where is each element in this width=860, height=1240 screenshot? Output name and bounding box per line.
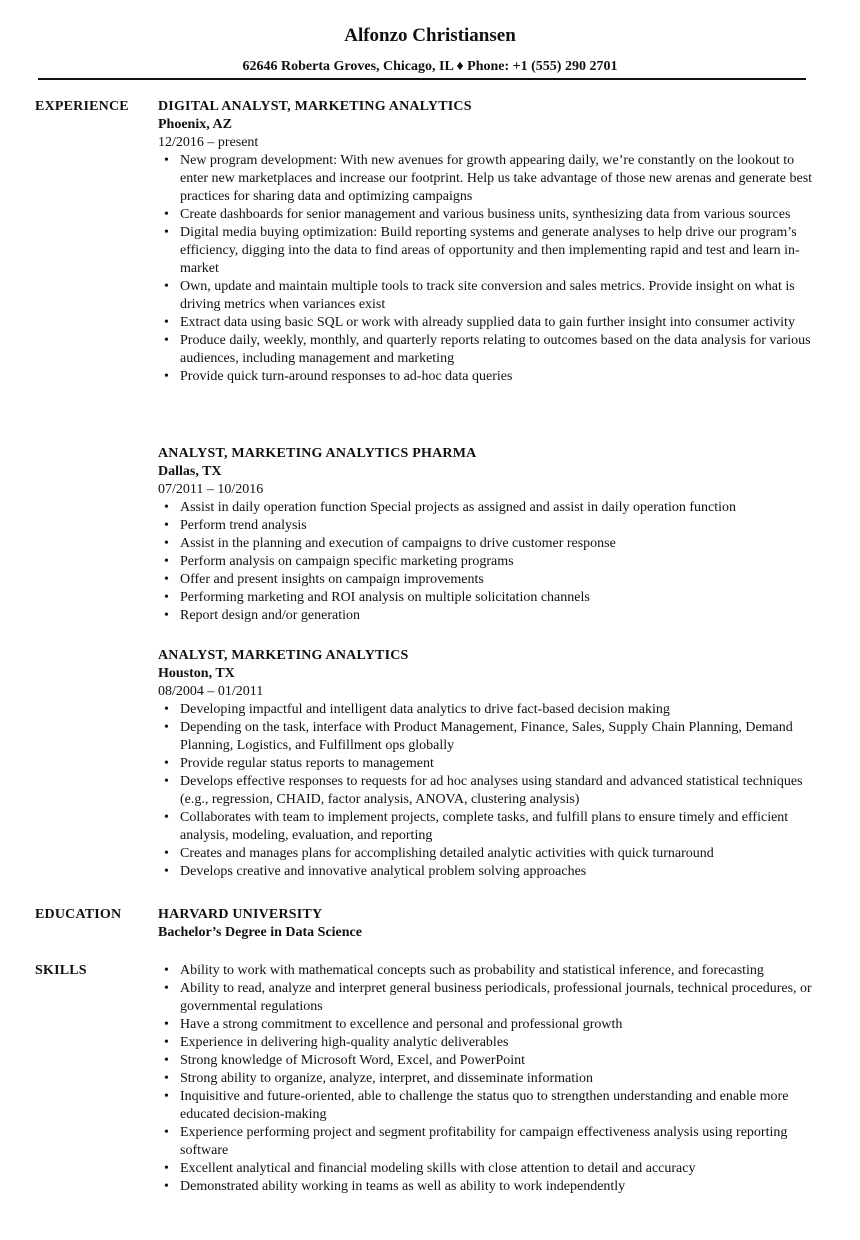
bullet-icon: • bbox=[164, 846, 169, 861]
list-item bbox=[158, 1160, 818, 1178]
list-item bbox=[158, 553, 818, 571]
bullet-icon: • bbox=[164, 315, 169, 330]
bullet-icon: • bbox=[164, 279, 169, 294]
section-label-experience: EXPERIENCE bbox=[35, 99, 129, 114]
list-item bbox=[158, 1070, 818, 1088]
bullet-text: Developing impactful and intelligent data analytics to drive fact-based decision making bbox=[180, 702, 670, 717]
bullet-icon: • bbox=[164, 1035, 169, 1050]
job-title: ANALYST, MARKETING ANALYTICS bbox=[158, 648, 409, 663]
job-title: ANALYST, MARKETING ANALYTICS PHARMA bbox=[158, 446, 477, 461]
list-item bbox=[158, 1088, 818, 1124]
list-item bbox=[158, 368, 818, 386]
skill-text: Strong ability to organize, analyze, interpret, and disseminate information bbox=[180, 1071, 594, 1086]
list-item bbox=[158, 962, 818, 980]
list-item bbox=[158, 1052, 818, 1070]
section-label-skills: SKILLS bbox=[35, 963, 87, 978]
bullet-text: Report design and/or generation bbox=[180, 608, 361, 623]
bullet-text: Extract data using basic SQL or work with already supplied data to gain further insight into consumer activity bbox=[180, 315, 795, 330]
bullet-text: Provide quick turn-around responses to ad-hoc data queries bbox=[180, 369, 513, 384]
bullet-text: Produce daily, weekly, monthly, and quarterly reports relating to outcomes based on the data analysis for various audiences, including management and marketing bbox=[180, 333, 811, 366]
list-item bbox=[158, 1178, 818, 1196]
skill-text: Experience performing project and segment profitability for campaign effectiveness analysis using reporting software bbox=[180, 1125, 788, 1158]
job-entry bbox=[158, 647, 818, 881]
job-dates: 07/2011 – 10/2016 bbox=[158, 482, 264, 497]
list-item bbox=[158, 773, 818, 809]
job-bullets bbox=[158, 152, 818, 386]
list-item bbox=[158, 517, 818, 535]
candidate-name: Alfonzo Christiansen bbox=[344, 25, 516, 46]
bullet-text: Provide regular status reports to management bbox=[180, 756, 434, 771]
list-item bbox=[158, 845, 818, 863]
bullet-icon: • bbox=[164, 225, 169, 240]
contact-line: 62646 Roberta Groves, Chicago, IL ♦ Phone: +1 (555) 290 2701 bbox=[242, 59, 618, 74]
bullet-icon: • bbox=[164, 590, 169, 605]
header-divider bbox=[38, 78, 806, 80]
list-item bbox=[158, 332, 818, 368]
bullet-icon: • bbox=[164, 153, 169, 168]
bullet-text: Develops creative and innovative analytical problem solving approaches bbox=[180, 864, 587, 879]
bullet-icon: • bbox=[164, 702, 169, 717]
bullet-icon: • bbox=[164, 1179, 169, 1194]
job-title: DIGITAL ANALYST, MARKETING ANALYTICS bbox=[158, 99, 472, 114]
list-item bbox=[158, 755, 818, 773]
bullet-icon: • bbox=[164, 1089, 169, 1104]
list-item bbox=[158, 980, 818, 1016]
skills-list bbox=[158, 962, 818, 1196]
skill-text: Ability to work with mathematical concepts such as probability and statistical inference, and forecasting bbox=[180, 963, 764, 978]
bullet-icon: • bbox=[164, 518, 169, 533]
list-item bbox=[158, 863, 818, 881]
degree: Bachelor’s Degree in Data Science bbox=[158, 925, 362, 940]
list-item bbox=[158, 607, 818, 625]
list-item bbox=[158, 701, 818, 719]
list-item bbox=[158, 278, 818, 314]
list-item bbox=[158, 571, 818, 589]
bullet-icon: • bbox=[164, 608, 169, 623]
job-bullets bbox=[158, 499, 818, 625]
job-dates: 12/2016 – present bbox=[158, 135, 259, 150]
list-item bbox=[158, 535, 818, 553]
skill-text: Demonstrated ability working in teams as well as ability to work independently bbox=[180, 1179, 626, 1194]
bullet-text: Collaborates with team to implement projects, complete tasks, and fulfill plans to ensure timely and efficient analysis, modeling, evaluation, and reporting bbox=[180, 810, 789, 843]
bullet-text: Offer and present insights on campaign improvements bbox=[180, 572, 484, 587]
bullet-icon: • bbox=[164, 572, 169, 587]
bullet-text: Digital media buying optimization: Build reporting systems and generate analyses to help drive our program’s efficiency, digging into the data to find areas of opportunity and then implementing rapid and test and learn in-market bbox=[180, 225, 800, 276]
bullet-text: Develops effective responses to requests for ad hoc analyses using standard and advanced statistical techniques (e.g., regression, CHAID, factor analysis, ANOVA, clustering analysis) bbox=[180, 774, 803, 807]
bullet-icon: • bbox=[164, 963, 169, 978]
job-bullets bbox=[158, 701, 818, 881]
bullet-icon: • bbox=[164, 810, 169, 825]
list-item bbox=[158, 1034, 818, 1052]
skill-text: Inquisitive and future-oriented, able to challenge the status quo to strengthen understanding and enable more educated decision-making bbox=[180, 1089, 789, 1122]
bullet-icon: • bbox=[164, 981, 169, 996]
bullet-icon: • bbox=[164, 1017, 169, 1032]
bullet-icon: • bbox=[164, 1053, 169, 1068]
skill-text: Excellent analytical and financial modeling skills with close attention to detail and accuracy bbox=[180, 1161, 696, 1176]
bullet-icon: • bbox=[164, 207, 169, 222]
school-name: HARVARD UNIVERSITY bbox=[158, 907, 323, 922]
list-item bbox=[158, 499, 818, 517]
bullet-icon: • bbox=[164, 1161, 169, 1176]
list-item bbox=[158, 589, 818, 607]
bullet-icon: • bbox=[164, 369, 169, 384]
list-item bbox=[158, 1016, 818, 1034]
skill-text: Strong knowledge of Microsoft Word, Excel, and PowerPoint bbox=[180, 1053, 526, 1068]
bullet-icon: • bbox=[164, 756, 169, 771]
bullet-text: Create dashboards for senior management and various business units, synthesizing data from various sources bbox=[180, 207, 791, 222]
bullet-text: Creates and manages plans for accomplishing detailed analytic activities with quick turnaround bbox=[180, 846, 714, 861]
list-item bbox=[158, 1124, 818, 1160]
job-location: Houston, TX bbox=[158, 666, 235, 681]
bullet-icon: • bbox=[164, 554, 169, 569]
bullet-text: Perform analysis on campaign specific marketing programs bbox=[180, 554, 514, 569]
skill-bullets bbox=[158, 962, 818, 1196]
bullet-text: Assist in daily operation function Special projects as assigned and assist in daily operation function bbox=[180, 500, 737, 515]
list-item bbox=[158, 314, 818, 332]
list-item bbox=[158, 152, 818, 206]
bullet-icon: • bbox=[164, 720, 169, 735]
bullet-icon: • bbox=[164, 333, 169, 348]
list-item bbox=[158, 224, 818, 278]
job-entry bbox=[158, 445, 818, 625]
job-dates: 08/2004 – 01/2011 bbox=[158, 684, 264, 699]
job-entry bbox=[158, 98, 818, 386]
job-location: Dallas, TX bbox=[158, 464, 222, 479]
bullet-text: Assist in the planning and execution of campaigns to drive customer response bbox=[180, 536, 616, 551]
bullet-icon: • bbox=[164, 774, 169, 789]
skill-text: Have a strong commitment to excellence and personal and professional growth bbox=[180, 1017, 623, 1032]
bullet-text: Own, update and maintain multiple tools to track site conversion and sales metrics. Provide insight on what is driving metrics when variances exist bbox=[180, 279, 795, 312]
skill-text: Ability to read, analyze and interpret general business periodicals, professional journals, technical procedures, or governmental regulations bbox=[180, 981, 812, 1014]
bullet-icon: • bbox=[164, 500, 169, 515]
list-item bbox=[158, 719, 818, 755]
bullet-text: Performing marketing and ROI analysis on multiple solicitation channels bbox=[180, 590, 590, 605]
education-entry bbox=[158, 906, 818, 942]
list-item bbox=[158, 206, 818, 224]
skill-text: Experience in delivering high-quality analytic deliverables bbox=[180, 1035, 509, 1050]
job-location: Phoenix, AZ bbox=[158, 117, 232, 132]
bullet-text: Depending on the task, interface with Product Management, Finance, Sales, Supply Chain Planning, Demand Planning, Logistics, and Fulfillment ops globally bbox=[180, 720, 793, 753]
bullet-text: Perform trend analysis bbox=[180, 518, 307, 533]
bullet-icon: • bbox=[164, 864, 169, 879]
bullet-icon: • bbox=[164, 1071, 169, 1086]
bullet-icon: • bbox=[164, 536, 169, 551]
list-item bbox=[158, 809, 818, 845]
bullet-text: New program development: With new avenues for growth appearing daily, we’re constantly on the lookout to enter new marketplaces and increase our footprint. Help us take advantage of those new arenas and generate best practices for sharing data and optimizing campaigns bbox=[180, 153, 813, 204]
section-label-education: EDUCATION bbox=[35, 907, 122, 922]
bullet-icon: • bbox=[164, 1125, 169, 1140]
